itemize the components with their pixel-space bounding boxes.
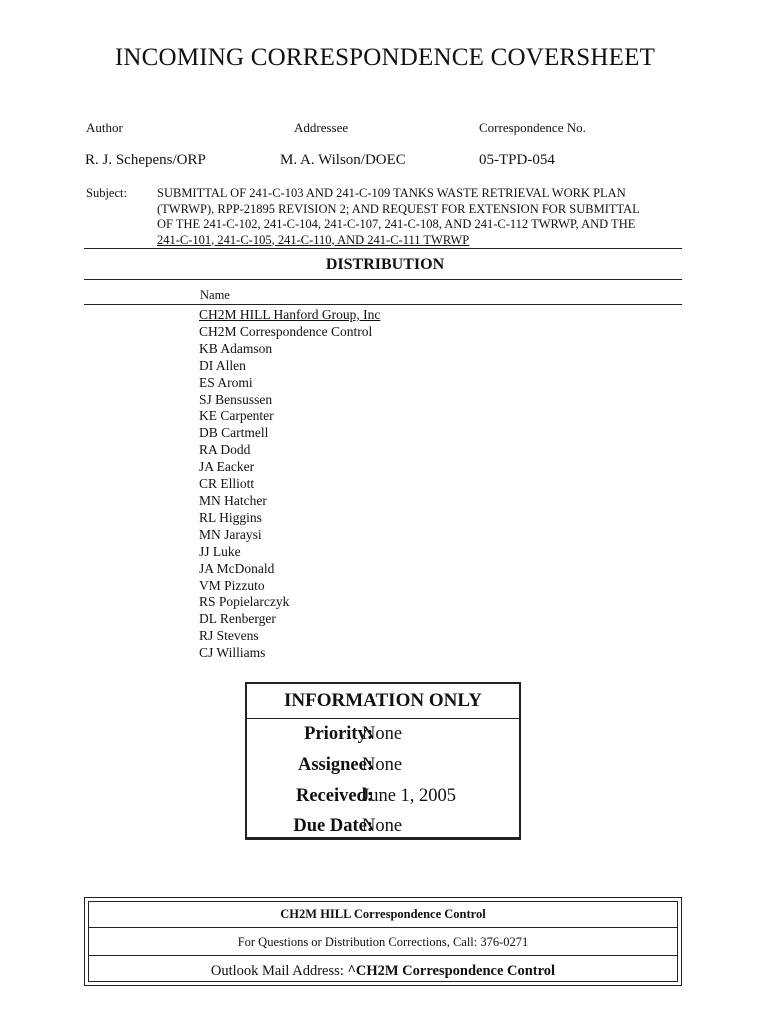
mail-address-value: ^CH2M Correspondence Control	[347, 963, 556, 979]
subject-text	[157, 186, 677, 248]
author-label: Author	[86, 120, 123, 135]
list-item: CJ Williams	[199, 645, 266, 661]
mail-address-label: Outlook Mail Address:	[210, 963, 348, 979]
divider	[84, 248, 682, 249]
list-item: ES Aromi	[199, 374, 253, 390]
list-item: RL Higgins	[199, 509, 262, 525]
assignee-value: None	[362, 755, 403, 775]
divider	[84, 279, 682, 280]
assignee-label: Assignee:	[297, 755, 373, 775]
information-only-title: INFORMATION ONLY	[284, 690, 482, 711]
subject-label: Subject:	[86, 186, 127, 200]
footer-contact: For Questions or Distribution Corrections, Call: 376-0271	[237, 935, 529, 949]
list-item: DL Renberger	[199, 611, 276, 627]
name-column-label: Name	[200, 288, 230, 302]
list-item: KE Carpenter	[199, 408, 274, 424]
subject-line: 241-C-101, 241-C-105, 241-C-110, AND 241-C-111 TWRWP	[157, 232, 470, 247]
list-item: KB Adamson	[199, 340, 273, 356]
list-item: MN Hatcher	[199, 492, 267, 508]
due-date-value: None	[362, 816, 403, 836]
list-item: JJ Luke	[199, 543, 241, 559]
list-item: SJ Bensussen	[199, 391, 273, 407]
list-item: CR Elliott	[199, 476, 255, 492]
list-item: JA McDonald	[199, 560, 275, 576]
addressee-label: Addressee	[294, 120, 349, 135]
list-item: RS Popielarczyk	[199, 594, 290, 610]
list-item: DI Allen	[199, 357, 246, 373]
list-item: RJ Stevens	[199, 628, 259, 644]
list-item: DB Cartmell	[199, 425, 269, 441]
received-label: Received:	[295, 786, 373, 806]
priority-label: Priority:	[304, 724, 373, 744]
divider	[89, 927, 677, 928]
footer-frame	[88, 901, 678, 982]
footer-mail-address	[89, 963, 677, 980]
list-item: JA Eacker	[199, 459, 255, 475]
list-item: VM Pizzuto	[199, 577, 265, 593]
distribution-list	[199, 307, 380, 662]
list-item: RA Dodd	[199, 442, 251, 458]
subject-line: SUBMITTAL OF 241-C-103 AND 241-C-109 TANKS WASTE RETRIEVAL WORK PLAN	[157, 186, 626, 200]
list-item: MN Jaraysi	[199, 526, 262, 542]
footer-title: CH2M HILL Correspondence Control	[280, 907, 486, 921]
received-value: June 1, 2005	[362, 786, 457, 806]
divider	[89, 955, 677, 956]
correspondence-control-footer	[84, 897, 682, 986]
correspondence-number-value: 05-TPD-054	[479, 152, 555, 168]
subject-line: OF THE 241-C-102, 241-C-104, 241-C-107, 241-C-108, AND 241-C-112 TWRWP, AND THE	[157, 217, 636, 231]
addressee-value: M. A. Wilson/DOEC	[280, 152, 406, 168]
subject-line: (TWRWP), RPP-21895 REVISION 2; AND REQUEST FOR EXTENSION FOR SUBMITTAL	[157, 201, 640, 216]
divider	[84, 304, 682, 305]
author-value: R. J. Schepens/ORP	[85, 152, 206, 168]
document-title: INCOMING CORRESPONDENCE COVERSHEET	[114, 44, 656, 71]
distribution-title: DISTRIBUTION	[325, 256, 445, 273]
correspondence-number-label: Correspondence No.	[479, 120, 586, 135]
divider	[247, 718, 519, 719]
priority-value: None	[362, 724, 403, 744]
list-item: CH2M HILL Hanford Group, Inc	[199, 307, 381, 322]
due-date-label: Due Date:	[293, 816, 373, 836]
list-item: CH2M Correspondence Control	[199, 323, 373, 339]
